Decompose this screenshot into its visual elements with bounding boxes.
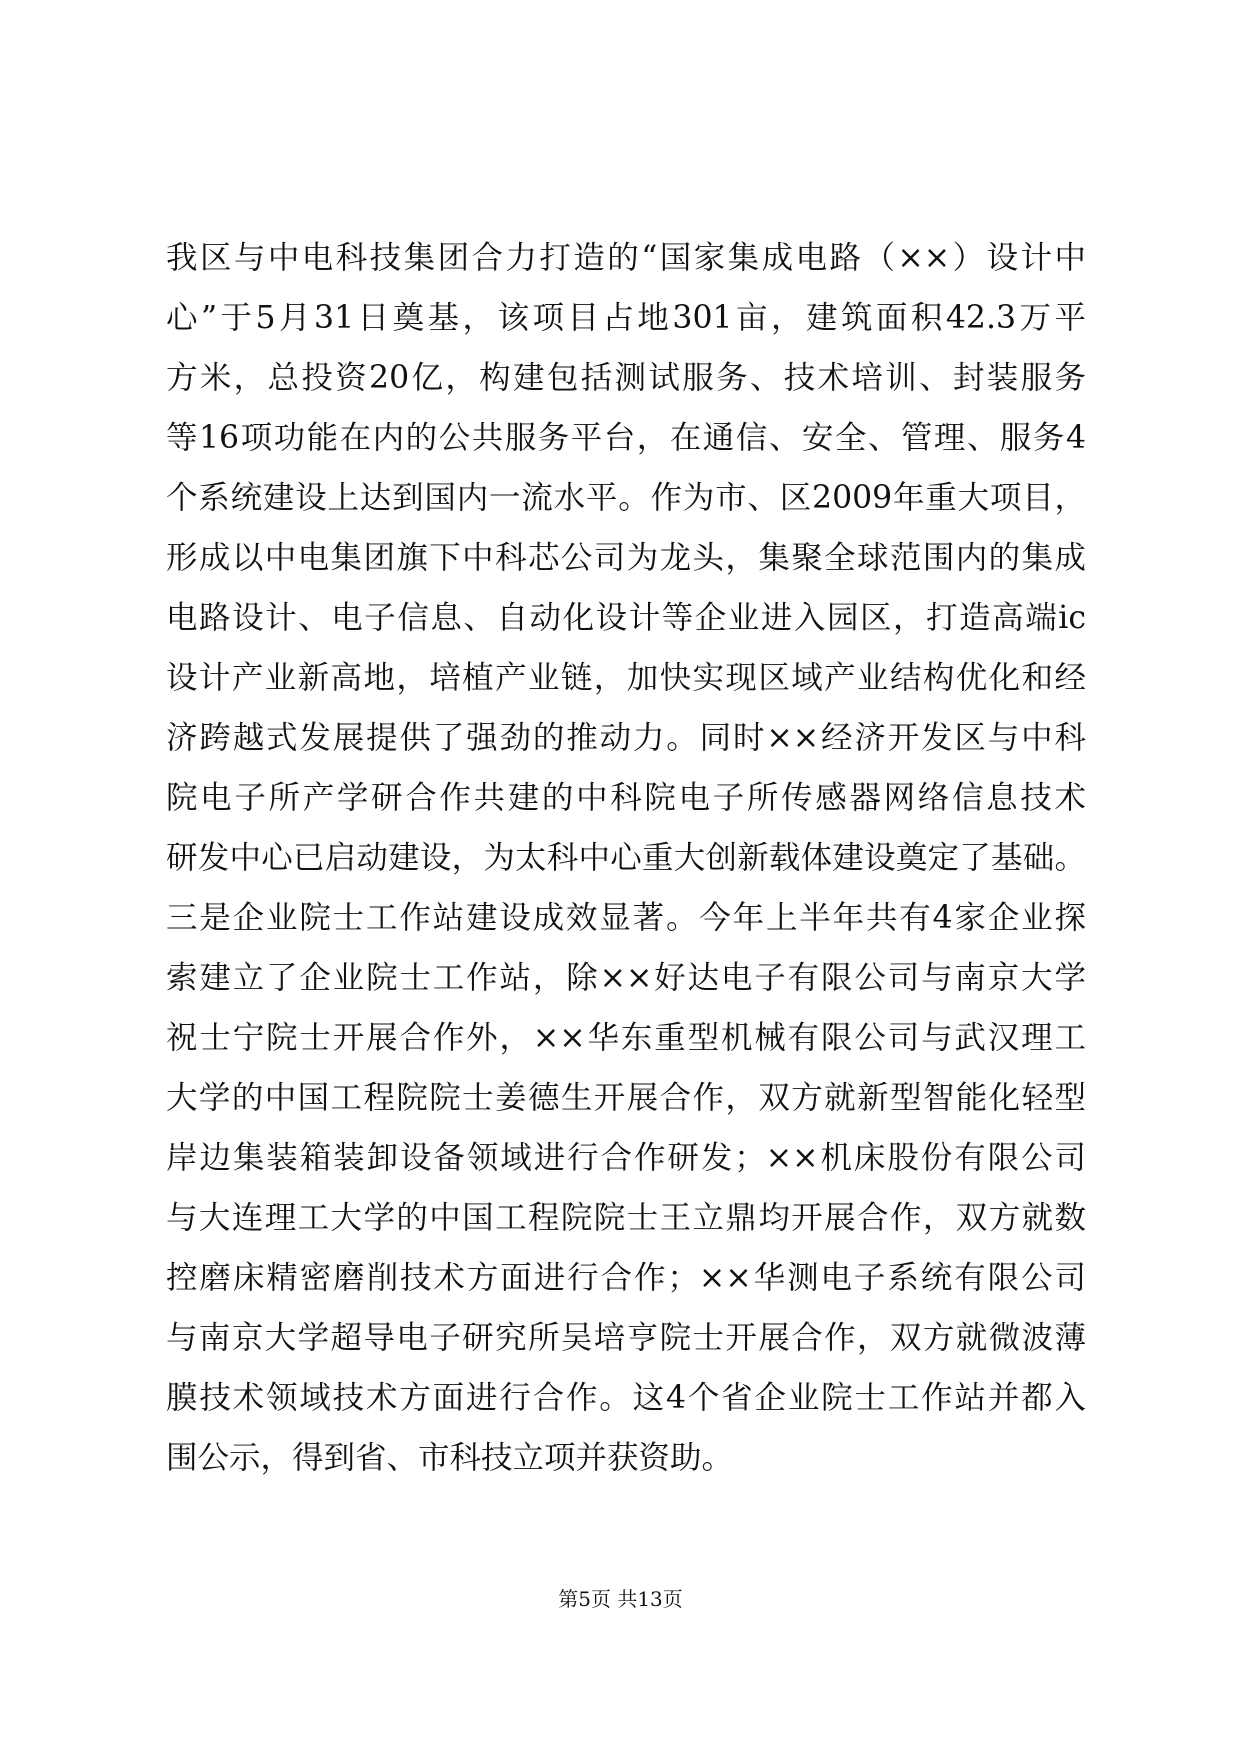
text-line: 方米，总投资20亿，构建包括测试服务、技术培训、封装服务 — [166, 360, 1086, 396]
text-line: 等16项功能在内的公共服务平台，在通信、安全、管理、服务4 — [166, 420, 1086, 456]
page-number-footer: 第5页 共13页 — [558, 1587, 683, 1611]
text-line: 大学的中国工程院院士姜德生开展合作，双方就新型智能化轻型 — [166, 1080, 1086, 1116]
text-line: 济跨越式发展提供了强劲的推动力。同时××经济开发区与中科 — [166, 720, 1086, 756]
text-line: 院电子所产学研合作共建的中科院电子所传感器网络信息技术 — [166, 780, 1086, 816]
text-line: 个系统建设上达到国内一流水平。作为市、区2009年重大项目， — [166, 480, 1086, 516]
text-line: 研发中心已启动建设，为太科中心重大创新载体建设奠定了基础。 — [166, 840, 1086, 876]
text-line: 设计产业新高地，培植产业链，加快实现区域产业结构优化和经 — [166, 660, 1086, 696]
body-paragraph — [166, 228, 1086, 1488]
text-line: 电路设计、电子信息、自动化设计等企业进入园区，打造高端ic — [166, 600, 1086, 636]
text-line: 祝士宁院士开展合作外，××华东重型机械有限公司与武汉理工 — [166, 1020, 1086, 1056]
text-line: 围公示，得到省、市科技立项并获资助。 — [166, 1440, 734, 1476]
text-line: 膜技术领域技术方面进行合作。这4个省企业院士工作站并都入 — [166, 1380, 1086, 1416]
text-line: 心”于5月31日奠基，该项目占地301亩，建筑面积42.3万平 — [166, 300, 1086, 336]
text-line: 与南京大学超导电子研究所吴培亨院士开展合作，双方就微波薄 — [166, 1320, 1086, 1356]
text-line: 控磨床精密磨削技术方面进行合作；××华测电子系统有限公司 — [166, 1260, 1086, 1296]
text-line: 与大连理工大学的中国工程院院士王立鼎均开展合作，双方就数 — [166, 1200, 1086, 1236]
text-line: 三是企业院士工作站建设成效显著。今年上半年共有4家企业探 — [166, 900, 1086, 936]
text-line: 形成以中电集团旗下中科芯公司为龙头，集聚全球范围内的集成 — [166, 540, 1086, 576]
text-line: 索建立了企业院士工作站，除××好达电子有限公司与南京大学 — [166, 960, 1086, 996]
text-line: 我区与中电科技集团合力打造的“国家集成电路（××）设计中 — [166, 240, 1086, 276]
text-line: 岸边集装箱装卸设备领域进行合作研发；××机床股份有限公司 — [166, 1140, 1086, 1176]
